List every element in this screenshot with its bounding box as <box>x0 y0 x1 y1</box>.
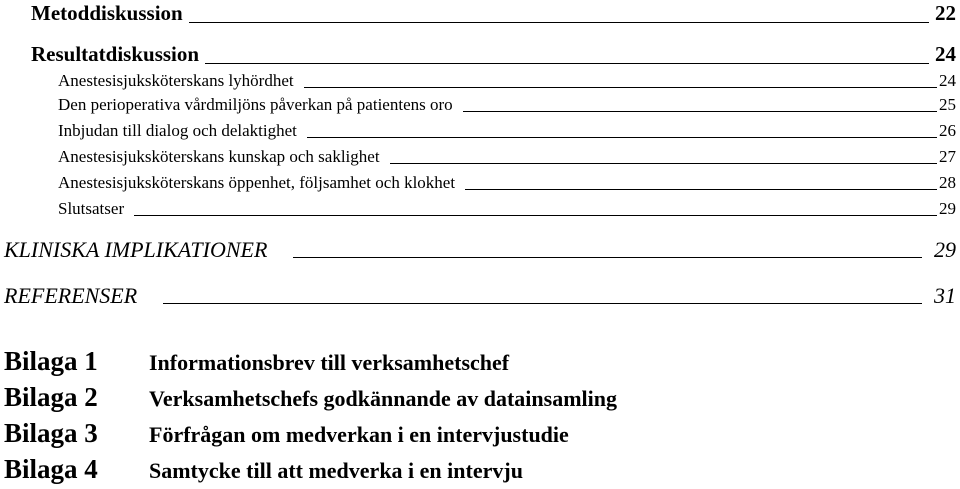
toc-subentry[interactable] <box>58 71 956 91</box>
toc-page-number: 24 <box>939 71 956 90</box>
toc-leader-line <box>304 87 937 88</box>
toc-leader-line <box>205 63 929 64</box>
appendix-entry[interactable] <box>4 454 523 485</box>
toc-entry-label: Resultatdiskussion <box>31 42 200 66</box>
toc-page-number: 27 <box>939 147 956 166</box>
toc-page-number: 24 <box>935 42 956 66</box>
toc-leader-line <box>463 111 937 112</box>
toc-leader-line <box>465 189 937 190</box>
appendix-entry[interactable] <box>4 382 617 413</box>
toc-leader-line <box>390 163 937 164</box>
toc-page-number: 29 <box>939 199 956 218</box>
toc-entry-label: Slutsatser <box>58 199 125 218</box>
toc-subentry[interactable] <box>58 199 956 219</box>
appendix-label: Bilaga 1 <box>4 346 98 376</box>
toc-entry-resultatdiskussion[interactable] <box>31 42 956 67</box>
appendix-title: Samtycke till att medverka i en intervju <box>149 458 523 483</box>
toc-leader-line <box>293 257 922 258</box>
toc-entry-label: KLINISKA IMPLIKATIONER <box>4 237 268 262</box>
toc-subentry[interactable] <box>58 121 956 141</box>
toc-leader-line <box>189 22 929 23</box>
appendix-title: Informationsbrev till verksamhetschef <box>149 350 510 375</box>
toc-entry-label: Anestesisjuksköterskans lyhördhet <box>58 71 294 90</box>
toc-page-number: 22 <box>935 1 956 25</box>
appendix-entry[interactable] <box>4 346 509 377</box>
toc-subentry[interactable] <box>58 173 956 193</box>
appendix-title: Verksamhetschefs godkännande av datainsamling <box>149 386 617 411</box>
appendix-label: Bilaga 2 <box>4 382 98 412</box>
toc-page-number: 28 <box>939 173 956 192</box>
toc-page-number: 25 <box>939 95 956 114</box>
toc-entry-label: Inbjudan till dialog och delaktighet <box>58 121 297 140</box>
toc-subentry[interactable] <box>58 147 956 167</box>
toc-entry-label: REFERENSER <box>4 283 138 308</box>
toc-page-number: 29 <box>934 237 956 262</box>
toc-entry-label: Anestesisjuksköterskans kunskap och saklighet <box>58 147 380 166</box>
appendix-label: Bilaga 4 <box>4 454 98 484</box>
toc-subentry[interactable] <box>58 95 956 115</box>
toc-entry-metoddiskussion[interactable] <box>31 1 956 26</box>
toc-page-number: 31 <box>934 283 956 308</box>
toc-entry-label: Anestesisjuksköterskans öppenhet, följsamhet och klokhet <box>58 173 456 192</box>
appendix-label: Bilaga 3 <box>4 418 98 448</box>
toc-section-kliniska-implikationer[interactable] <box>4 237 956 263</box>
toc-entry-label: Den perioperativa vårdmiljöns påverkan på patientens oro <box>58 95 453 114</box>
toc-leader-line <box>307 137 937 138</box>
toc-page-number: 26 <box>939 121 956 140</box>
toc-leader-line <box>163 303 922 304</box>
toc-section-referenser[interactable] <box>4 283 956 309</box>
toc-entry-label: Metoddiskussion <box>31 1 183 25</box>
toc-leader-line <box>134 215 937 216</box>
appendix-entry[interactable] <box>4 418 569 449</box>
appendix-title: Förfrågan om medverkan i en intervjustudie <box>149 422 569 447</box>
